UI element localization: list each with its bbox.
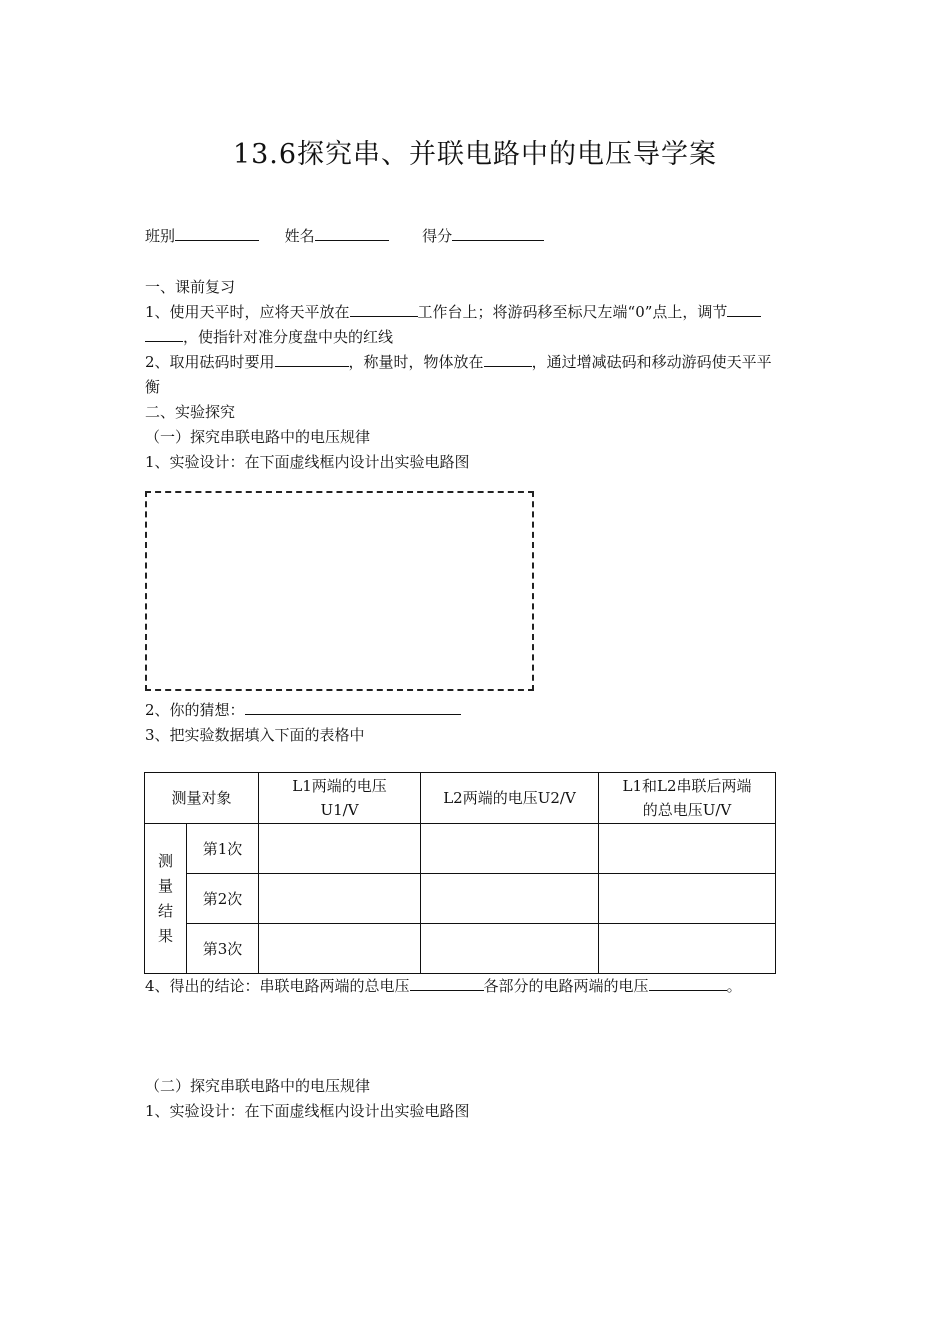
fill-table-instruction: 3、把实验数据填入下面的表格中 — [145, 726, 365, 744]
q1-blank-1[interactable] — [350, 302, 418, 317]
cell-u1-3[interactable] — [259, 924, 421, 974]
guess-blank[interactable] — [245, 700, 461, 715]
cell-u2-2[interactable] — [421, 874, 599, 924]
table-row — [145, 824, 776, 874]
question-1-line-1: 1、使用天平时，应将天平放在 工作台上；将游码移至标尺左端“0”点上，调节 — [145, 302, 761, 322]
cell-u2-3[interactable] — [421, 924, 599, 974]
conclusion-blank-1[interactable] — [410, 976, 484, 991]
q2-blank-2[interactable] — [484, 352, 532, 367]
header-u1: L1两端的电压 U1/V — [259, 773, 421, 824]
class-label: 班别 — [145, 227, 176, 245]
q2-blank-1[interactable] — [275, 352, 349, 367]
measurement-table — [144, 772, 776, 974]
circuit-diagram-box[interactable] — [145, 491, 534, 691]
name-label: 姓名 — [284, 227, 315, 245]
question-2-line-1: 2、取用砝码时要用 ，称量时，物体放在 ，通过增减砝码和移动游码使天平平 — [145, 353, 772, 371]
table-row — [145, 924, 776, 974]
table-row — [145, 874, 776, 924]
score-label: 得分 — [422, 227, 453, 245]
design-instruction-2: 1、实验设计：在下面虚线框内设计出实验电路图 — [145, 1102, 470, 1120]
cell-u2-1[interactable] — [421, 824, 599, 874]
guess-line: 2、你的猜想： — [145, 700, 461, 720]
cell-u-1[interactable] — [599, 824, 776, 874]
section-heading-experiment: 二、实验探究 — [145, 403, 236, 421]
page-title: 13.6探究串、并联电路中的电压导学案 — [232, 139, 718, 170]
q1-blank-2-cont[interactable] — [145, 327, 183, 342]
sub-heading-series: （一）探究串联电路中的电压规律 — [145, 428, 371, 446]
question-1-line-2: ，使指针对准分度盘中央的红线 — [145, 327, 393, 347]
cell-u1-1[interactable] — [259, 824, 421, 874]
row-label-1: 第1次 — [187, 824, 259, 874]
class-blank[interactable] — [175, 226, 259, 241]
row-label-2: 第2次 — [187, 874, 259, 924]
design-instruction-1: 1、实验设计：在下面虚线框内设计出实验电路图 — [145, 453, 470, 471]
name-blank[interactable] — [315, 226, 389, 241]
conclusion-blank-2[interactable] — [649, 976, 727, 991]
header-measure-object: 测量对象 — [145, 773, 259, 824]
sub-heading-2: （二）探究串联电路中的电压规律 — [145, 1077, 371, 1095]
conclusion-line: 4、得出的结论：串联电路两端的总电压 各部分的电路两端的电压 。 — [145, 977, 742, 995]
score-blank[interactable] — [452, 226, 544, 241]
header-u2: L2两端的电压U2/V — [421, 773, 599, 824]
question-2-line-2: 衡 — [145, 378, 161, 396]
cell-u-3[interactable] — [599, 924, 776, 974]
row-group-label: 测 量 结 果 — [145, 824, 187, 974]
header-u-total: L1和L2串联后两端 的总电压U/V — [599, 773, 776, 824]
section-heading-review: 一、课前复习 — [145, 278, 236, 296]
q1-blank-2[interactable] — [727, 302, 761, 317]
cell-u1-2[interactable] — [259, 874, 421, 924]
student-info-row — [145, 226, 544, 246]
cell-u-2[interactable] — [599, 874, 776, 924]
row-label-3: 第3次 — [187, 924, 259, 974]
